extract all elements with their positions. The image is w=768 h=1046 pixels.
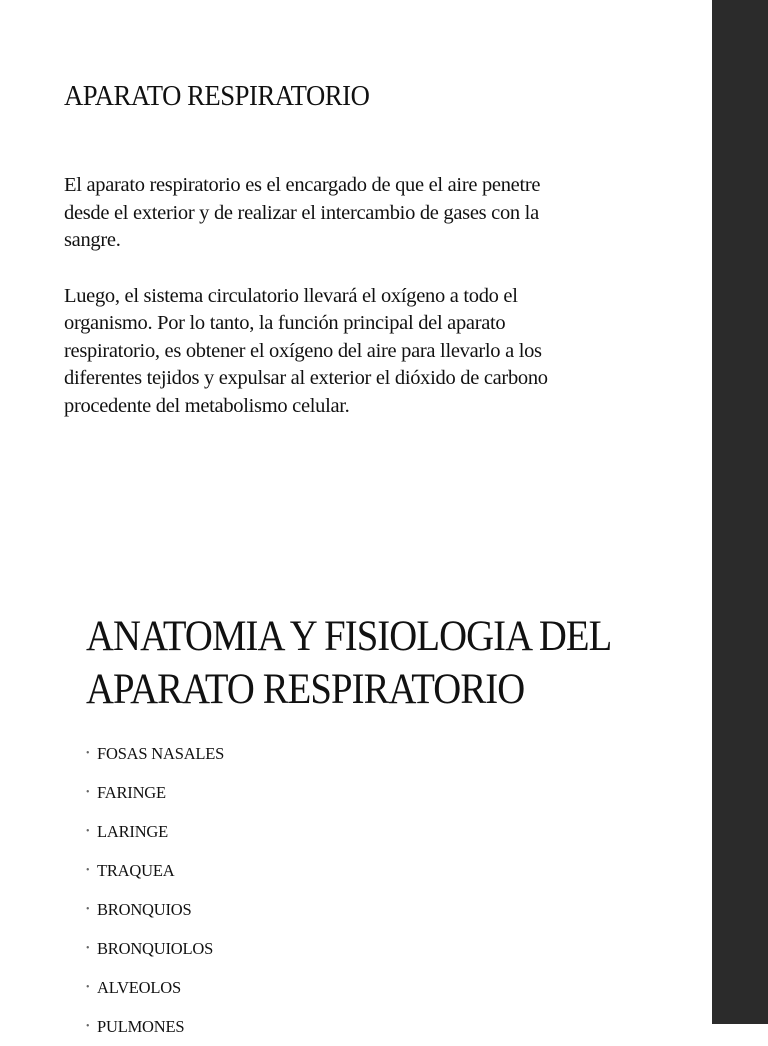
anatomy-title: ANATOMIA Y FISIOLOGIA DEL APARATO RESPIRATORIO: [86, 613, 610, 713]
list-item-label: FOSAS NASALES: [97, 743, 225, 763]
viewer-scrollbar-region: [712, 0, 768, 1024]
list-item: [86, 734, 706, 773]
list-item: [86, 851, 706, 890]
bullet-icon: •: [86, 982, 90, 993]
list-item-label: BRONQUIOLOS: [97, 938, 214, 958]
list-item: [86, 773, 706, 812]
bullet-icon: •: [86, 904, 90, 915]
list-item-label: TRAQUEA: [97, 860, 175, 880]
list-item-label: FARINGE: [97, 782, 166, 802]
bullet-icon: •: [86, 943, 90, 954]
list-item-label: LARINGE: [97, 821, 169, 841]
bullet-icon: •: [86, 748, 90, 759]
list-item-label: ALVEOLOS: [97, 977, 181, 997]
list-item: [86, 890, 706, 929]
list-item: [86, 1007, 706, 1046]
list-item: [86, 812, 706, 851]
function-paragraph: Luego, el sistema circulatorio llevará el oxígeno a todo el organismo. Por lo tanto, la función principal del aparato respiratorio, es obtener el oxígeno del aire para llevarlo a los diferentes tejidos y expulsar al exterior el dióxido de carbono procedente del metabolismo celular.: [64, 284, 548, 417]
bullet-icon: •: [86, 865, 90, 876]
list-item: [86, 929, 706, 968]
list-item-label: BRONQUIOS: [97, 899, 192, 919]
bullet-icon: •: [86, 1021, 90, 1032]
intro-paragraph: El aparato respiratorio es el encargado de que el aire penetre desde el exterior y de realizar el intercambio de gases con la sangre.: [64, 174, 541, 251]
bullet-icon: •: [86, 787, 90, 798]
list-item: [86, 968, 706, 1007]
bullet-icon: •: [86, 826, 90, 837]
list-item-label: PULMONES: [97, 1016, 185, 1036]
organ-list: [86, 734, 706, 1046]
slide-respiratory-intro: [64, 78, 624, 420]
slide-title: APARATO RESPIRATORIO: [64, 80, 370, 112]
slide-anatomy: [86, 610, 706, 1046]
